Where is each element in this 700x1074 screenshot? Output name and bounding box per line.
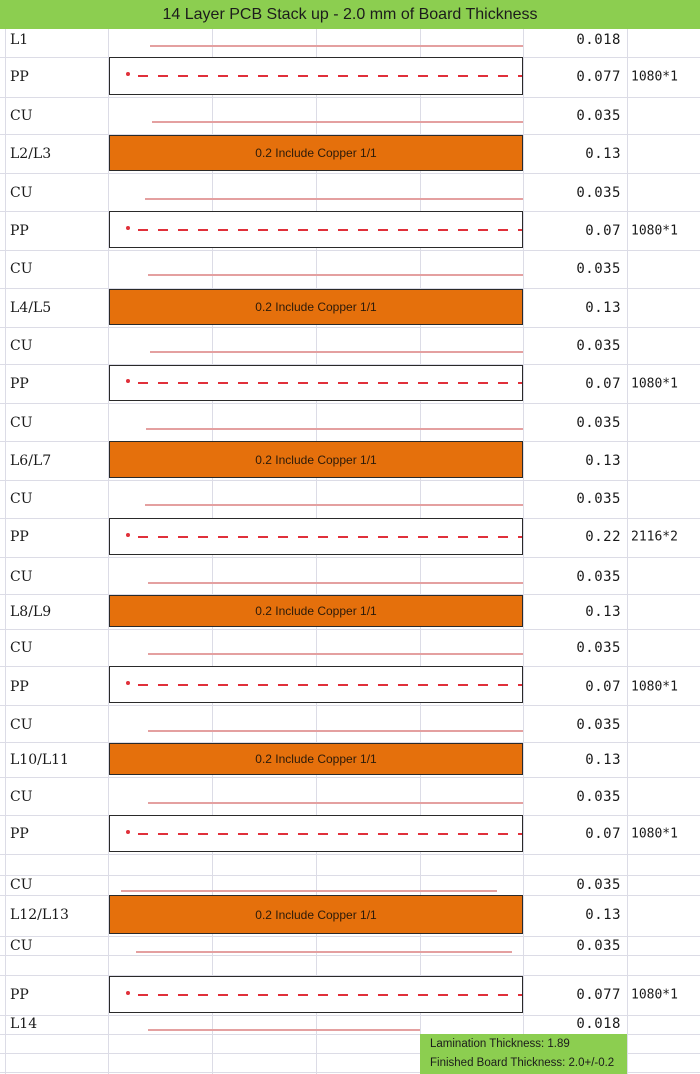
layer-label: PP [10,376,29,392]
prepreg-spec: 1080*1 [631,223,678,239]
layer-thickness: 0.07 [585,679,621,695]
copper-layer-line [145,504,523,506]
core-layer-text: 0.2 Include Copper 1/1 [255,604,377,618]
grid-line [0,557,700,558]
copper-layer-line [150,45,523,47]
copper-layer-line [148,582,523,584]
layer-label: L8/L9 [10,604,52,620]
core-layer-text: 0.2 Include Copper 1/1 [255,452,377,467]
layer-thickness: 0.13 [585,453,621,469]
prepreg-layer-block [109,518,523,555]
layer-thickness: 0.035 [576,640,621,656]
copper-layer-line [148,1029,420,1031]
prepreg-dashed-line [138,382,522,384]
core-layer-block [109,289,523,325]
copper-layer-line [145,198,523,200]
prepreg-marker-icon [126,830,130,834]
layer-thickness: 0.018 [576,1016,621,1032]
layer-label: CU [10,415,33,431]
layer-label: CU [10,789,33,805]
layer-thickness: 0.035 [576,569,621,585]
layer-label: CU [10,938,33,954]
layer-label: PP [10,679,29,695]
layer-thickness: 0.13 [585,300,621,316]
grid-line [0,97,700,98]
grid-line [0,480,700,481]
copper-layer-line [152,121,523,123]
layer-thickness: 0.13 [585,604,621,620]
layer-thickness: 0.035 [576,938,621,954]
layer-thickness: 0.13 [585,907,621,923]
layer-thickness: 0.035 [576,108,621,124]
layer-label: CU [10,569,33,585]
grid-line [0,629,700,630]
layer-label: CU [10,640,33,656]
grid-line [0,403,700,404]
layer-label: CU [10,338,33,354]
prepreg-dashed-line [138,536,522,538]
copper-layer-line [148,653,523,655]
layer-thickness: 0.07 [585,223,621,239]
layer-thickness: 0.22 [585,529,621,545]
prepreg-spec: 1080*1 [631,69,678,85]
layer-label: CU [10,491,33,507]
layer-label: PP [10,529,29,545]
grid-line [0,936,700,937]
layer-label: PP [10,69,29,85]
core-layer-text: 0.2 Include Copper 1/1 [255,146,377,160]
grid-line [0,875,700,876]
prepreg-marker-icon [126,379,130,383]
grid-line [0,250,700,251]
copper-layer-line [148,730,523,732]
layer-label: CU [10,717,33,733]
layer-thickness: 0.035 [576,261,621,277]
layer-label: CU [10,877,33,893]
layer-thickness: 0.077 [576,69,621,85]
core-layer-text: 0.2 Include Copper 1/1 [255,752,377,766]
prepreg-dashed-line [138,75,522,77]
prepreg-marker-icon [126,72,130,76]
prepreg-marker-icon [126,226,130,230]
copper-layer-line [148,802,523,804]
grid-line [5,29,6,1074]
prepreg-dashed-line [138,994,522,996]
prepreg-spec: 1080*1 [631,376,678,392]
prepreg-dashed-line [138,684,522,686]
prepreg-spec: 1080*1 [631,679,678,695]
grid-line [0,705,700,706]
copper-layer-line [148,274,523,276]
core-layer-block [109,135,523,171]
layer-thickness: 0.077 [576,987,621,1003]
layer-label: PP [10,826,29,842]
layer-label: L1 [10,32,29,48]
grid-line [0,955,700,956]
prepreg-layer-block [109,815,523,852]
layer-label: L10/L11 [10,752,69,768]
prepreg-spec: 1080*1 [631,987,678,1003]
layer-thickness: 0.035 [576,789,621,805]
layer-thickness: 0.13 [585,146,621,162]
layer-thickness: 0.035 [576,415,621,431]
core-layer-block [109,743,523,775]
grid-line [0,327,700,328]
copper-layer-line [121,890,497,892]
layer-thickness: 0.07 [585,376,621,392]
core-layer-text: 0.2 Include Copper 1/1 [255,907,377,922]
prepreg-layer-block [109,666,523,703]
layer-label: L6/L7 [10,453,52,469]
layer-thickness: 0.035 [576,338,621,354]
prepreg-spec: 2116*2 [631,529,678,545]
grid-line [0,854,700,855]
layer-thickness: 0.035 [576,717,621,733]
layer-thickness: 0.07 [585,826,621,842]
layer-label: L14 [10,1016,38,1032]
prepreg-marker-icon [126,681,130,685]
thickness-summary [420,1034,627,1074]
layer-thickness: 0.018 [576,32,621,48]
grid-line [0,173,700,174]
core-layer-block [109,595,523,627]
copper-layer-line [150,351,523,353]
core-layer-text: 0.2 Include Copper 1/1 [255,300,377,314]
prepreg-layer-block [109,365,523,401]
grid-line [0,777,700,778]
layer-thickness: 0.035 [576,491,621,507]
prepreg-spec: 1080*1 [631,826,678,842]
prepreg-layer-block [109,57,523,95]
stackup-title: 14 Layer PCB Stack up - 2.0 mm of Board Thickness [0,0,700,29]
layer-label: L2/L3 [10,146,52,162]
copper-layer-line [136,951,512,953]
layer-label: CU [10,108,33,124]
prepreg-marker-icon [126,533,130,537]
lamination-thickness: Lamination Thickness: 1.89 [430,1038,570,1050]
grid-line [523,29,524,1074]
layer-thickness: 0.13 [585,752,621,768]
core-layer-block [109,441,523,478]
layer-thickness: 0.035 [576,877,621,893]
prepreg-dashed-line [138,229,522,231]
layer-thickness: 0.035 [576,185,621,201]
layer-label: CU [10,185,33,201]
prepreg-layer-block [109,976,523,1013]
prepreg-dashed-line [138,833,522,835]
layer-label: PP [10,223,29,239]
layer-label: CU [10,261,33,277]
grid-line [627,29,628,1074]
copper-layer-line [146,428,523,430]
layer-label: PP [10,987,29,1003]
core-layer-block [109,895,523,934]
layer-label: L12/L13 [10,907,69,923]
layer-label: L4/L5 [10,300,52,316]
prepreg-layer-block [109,211,523,248]
finished-thickness: Finished Board Thickness: 2.0+/-0.2 [430,1057,615,1069]
prepreg-marker-icon [126,991,130,995]
